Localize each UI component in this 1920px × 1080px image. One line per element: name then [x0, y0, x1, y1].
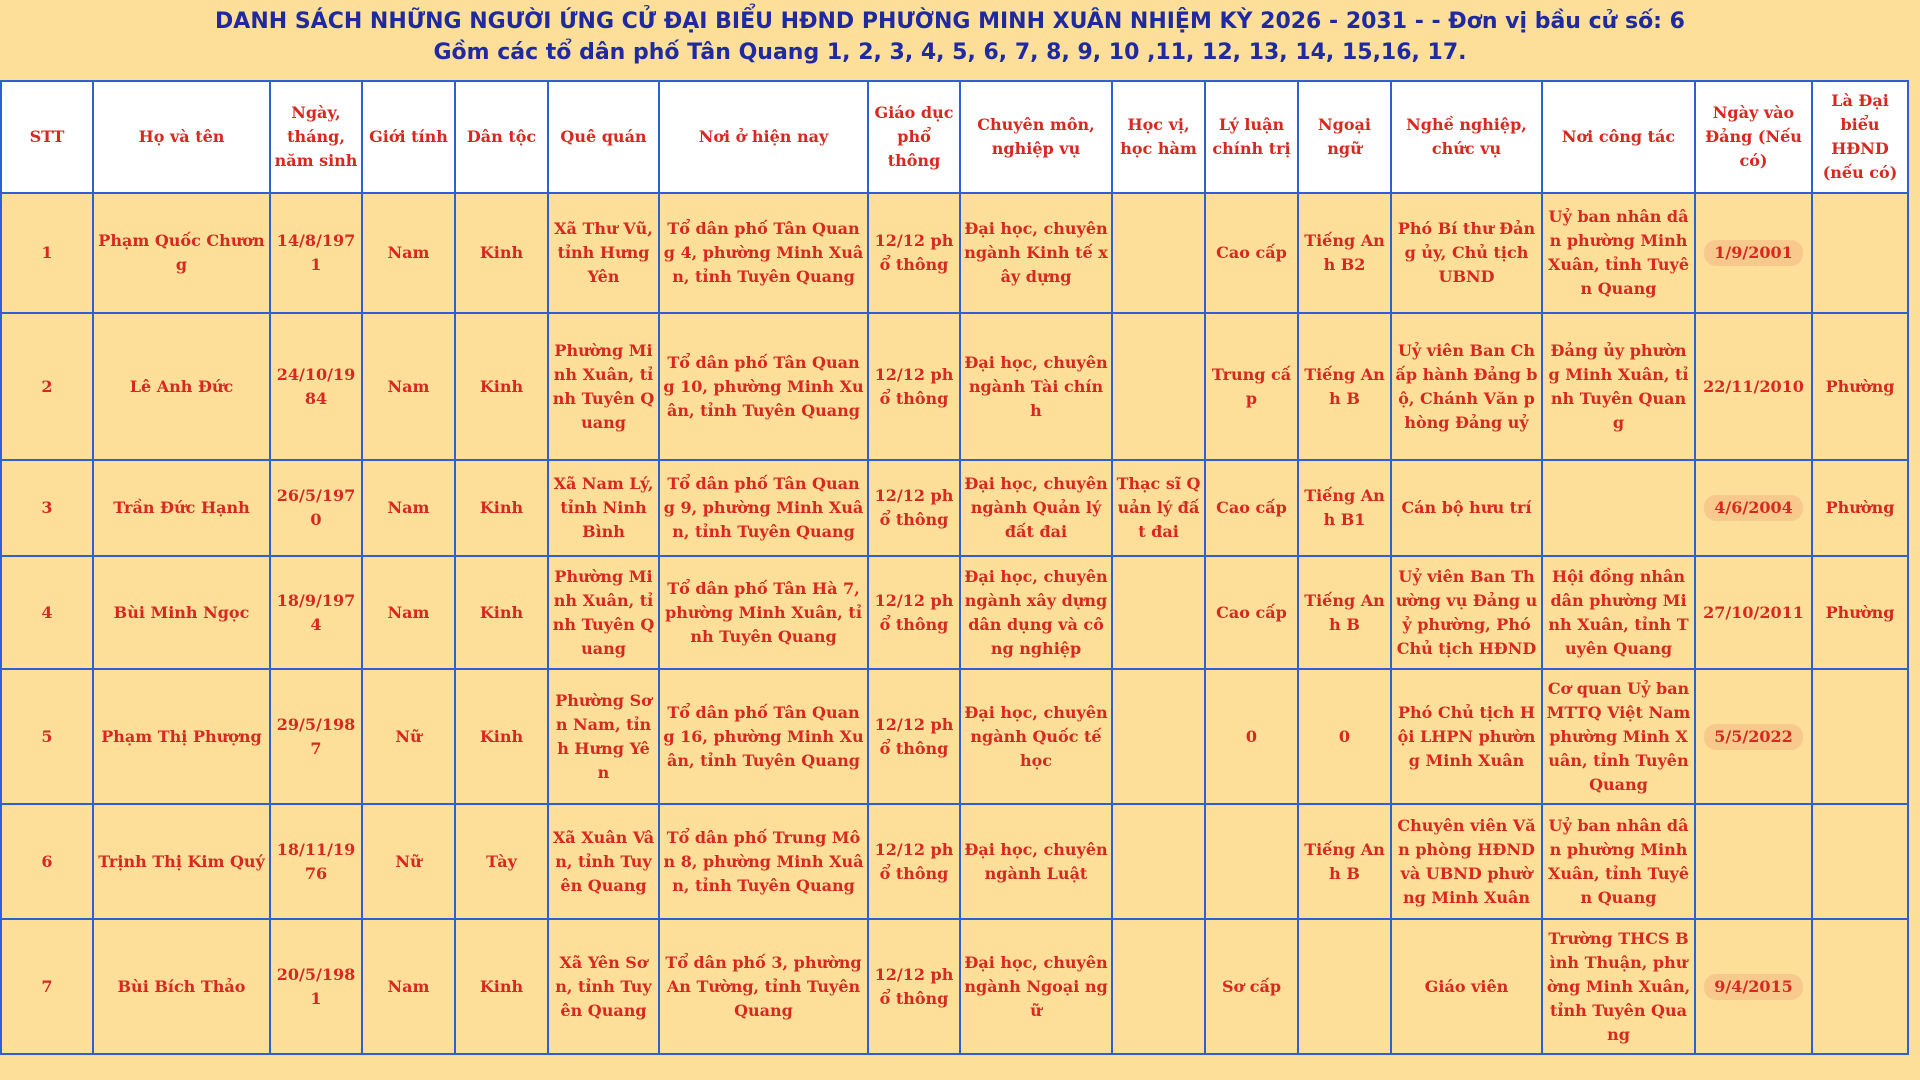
header-ethnic: Dân tộc	[455, 81, 548, 193]
cell-politics	[1205, 804, 1298, 919]
cell-specialty: Đại học, chuyên ngành Quốc tế học	[960, 669, 1112, 804]
cell-residence: Tổ dân phố Tân Hà 7, phường Minh Xuân, tỉnh Tuyên Quang	[659, 556, 868, 669]
cell-degree	[1112, 556, 1205, 669]
cell-dob: 14/8/1971	[270, 193, 362, 313]
cell-education: 12/12 phổ thông	[868, 313, 960, 460]
cell-hometown: Xã Nam Lý, tỉnh Ninh Bình	[548, 460, 659, 556]
cell-specialty: Đại học, chuyên ngành Luật	[960, 804, 1112, 919]
cell-delegate	[1812, 193, 1908, 313]
header-row	[1, 81, 1908, 193]
cell-delegate	[1812, 804, 1908, 919]
header-party-date: Ngày vào Đảng (Nếu có)	[1695, 81, 1812, 193]
cell-delegate	[1812, 919, 1908, 1054]
cell-language: Tiếng Anh B1	[1298, 460, 1391, 556]
candidate-table	[0, 80, 1909, 1055]
cell-stt: 1	[1, 193, 93, 313]
cell-residence: Tổ dân phố Tân Quang 4, phường Minh Xuân, tỉnh Tuyên Quang	[659, 193, 868, 313]
cell-workplace: Trường THCS Bình Thuận, phường Minh Xuân, tỉnh Tuyên Quang	[1542, 919, 1695, 1054]
cell-workplace	[1542, 460, 1695, 556]
cell-hometown: Phường Minh Xuân, tỉnh Tuyên Quang	[548, 313, 659, 460]
cell-degree	[1112, 669, 1205, 804]
cell-dob: 18/11/1976	[270, 804, 362, 919]
cell-workplace: Uỷ ban nhân dân phường Minh Xuân, tỉnh Tuyên Quang	[1542, 804, 1695, 919]
cell-job: Phó Chủ tịch Hội LHPN phường Minh Xuân	[1391, 669, 1542, 804]
table-row	[1, 460, 1908, 556]
cell-gender: Nữ	[362, 804, 455, 919]
header-gender: Giới tính	[362, 81, 455, 193]
cell-politics: 0	[1205, 669, 1298, 804]
cell-ethnic: Kinh	[455, 669, 548, 804]
cell-gender: Nam	[362, 313, 455, 460]
cell-politics: Sơ cấp	[1205, 919, 1298, 1054]
cell-language: Tiếng Anh B	[1298, 313, 1391, 460]
cell-dob: 20/5/1981	[270, 919, 362, 1054]
cell-politics: Cao cấp	[1205, 556, 1298, 669]
cell-workplace: Uỷ ban nhân dân phường Minh Xuân, tỉnh Tuyên Quang	[1542, 193, 1695, 313]
cell-education: 12/12 phổ thông	[868, 460, 960, 556]
cell-language: Tiếng Anh B2	[1298, 193, 1391, 313]
cell-hometown: Xã Xuân Vân, tỉnh Tuyên Quang	[548, 804, 659, 919]
cell-job: Phó Bí thư Đảng ủy, Chủ tịch UBND	[1391, 193, 1542, 313]
party-date-badge: 9/4/2015	[1704, 974, 1802, 1000]
header-specialty: Chuyên môn, nghiệp vụ	[960, 81, 1112, 193]
cell-education: 12/12 phổ thông	[868, 556, 960, 669]
cell-gender: Nam	[362, 193, 455, 313]
cell-party-date: 27/10/2011	[1695, 556, 1812, 669]
header-workplace: Nơi công tác	[1542, 81, 1695, 193]
cell-ethnic: Kinh	[455, 460, 548, 556]
cell-party-date	[1695, 919, 1812, 1054]
cell-residence: Tổ dân phố Trung Môn 8, phường Minh Xuân, tỉnh Tuyên Quang	[659, 804, 868, 919]
header-residence: Nơi ở hiện nay	[659, 81, 868, 193]
cell-workplace: Đảng ủy phường Minh Xuân, tỉnh Tuyên Quang	[1542, 313, 1695, 460]
cell-party-date	[1695, 669, 1812, 804]
table-row	[1, 919, 1908, 1054]
cell-residence: Tổ dân phố Tân Quang 16, phường Minh Xuân, tỉnh Tuyên Quang	[659, 669, 868, 804]
cell-name: Phạm Thị Phượng	[93, 669, 270, 804]
cell-delegate: Phường	[1812, 556, 1908, 669]
cell-name: Trịnh Thị Kim Quý	[93, 804, 270, 919]
cell-specialty: Đại học, chuyên ngành xây dựng dân dụng và công nghiệp	[960, 556, 1112, 669]
cell-stt: 5	[1, 669, 93, 804]
cell-stt: 2	[1, 313, 93, 460]
cell-name: Bùi Bích Thảo	[93, 919, 270, 1054]
cell-stt: 4	[1, 556, 93, 669]
cell-politics: Trung cấp	[1205, 313, 1298, 460]
header-dob: Ngày, tháng, năm sinh	[270, 81, 362, 193]
cell-language: 0	[1298, 669, 1391, 804]
cell-education: 12/12 phổ thông	[868, 669, 960, 804]
cell-job: Giáo viên	[1391, 919, 1542, 1054]
cell-dob: 24/10/1984	[270, 313, 362, 460]
cell-gender: Nam	[362, 556, 455, 669]
party-date-badge: 5/5/2022	[1704, 724, 1802, 750]
cell-hometown: Xã Yên Sơn, tỉnh Tuyên Quang	[548, 919, 659, 1054]
table-row	[1, 804, 1908, 919]
header-hometown: Quê quán	[548, 81, 659, 193]
header-degree: Học vị, học hàm	[1112, 81, 1205, 193]
header-stt: STT	[1, 81, 93, 193]
cell-residence: Tổ dân phố Tân Quang 10, phường Minh Xuân, tỉnh Tuyên Quang	[659, 313, 868, 460]
cell-name: Phạm Quốc Chương	[93, 193, 270, 313]
cell-degree	[1112, 193, 1205, 313]
cell-delegate	[1812, 669, 1908, 804]
cell-degree	[1112, 313, 1205, 460]
header-delegate: Là Đại biểu HĐND (nếu có)	[1812, 81, 1908, 193]
table-row	[1, 556, 1908, 669]
cell-job: Cán bộ hưu trí	[1391, 460, 1542, 556]
cell-residence: Tổ dân phố Tân Quang 9, phường Minh Xuân, tỉnh Tuyên Quang	[659, 460, 868, 556]
cell-stt: 3	[1, 460, 93, 556]
cell-gender: Nam	[362, 919, 455, 1054]
cell-name: Bùi Minh Ngọc	[93, 556, 270, 669]
cell-dob: 26/5/1970	[270, 460, 362, 556]
cell-language: Tiếng Anh B	[1298, 804, 1391, 919]
cell-gender: Nữ	[362, 669, 455, 804]
cell-hometown: Xã Thư Vũ, tỉnh Hưng Yên	[548, 193, 659, 313]
cell-gender: Nam	[362, 460, 455, 556]
table-row	[1, 313, 1908, 460]
cell-ethnic: Kinh	[455, 556, 548, 669]
cell-name: Lê Anh Đức	[93, 313, 270, 460]
table-row	[1, 193, 1908, 313]
cell-party-date: 22/11/2010	[1695, 313, 1812, 460]
cell-dob: 29/5/1987	[270, 669, 362, 804]
cell-workplace: Cơ quan Uỷ ban MTTQ Việt Nam phường Minh Xuân, tỉnh Tuyên Quang	[1542, 669, 1695, 804]
cell-degree	[1112, 919, 1205, 1054]
cell-language: Tiếng Anh B	[1298, 556, 1391, 669]
page-title	[0, 6, 1900, 68]
party-date-badge: 4/6/2004	[1704, 495, 1802, 521]
cell-delegate: Phường	[1812, 313, 1908, 460]
cell-dob: 18/9/1974	[270, 556, 362, 669]
cell-specialty: Đại học, chuyên ngành Kinh tế xây dựng	[960, 193, 1112, 313]
cell-delegate: Phường	[1812, 460, 1908, 556]
party-date-badge: 1/9/2001	[1704, 240, 1802, 266]
cell-party-date	[1695, 804, 1812, 919]
cell-job: Chuyên viên Văn phòng HĐND và UBND phường Minh Xuân	[1391, 804, 1542, 919]
cell-party-date	[1695, 193, 1812, 313]
cell-stt: 6	[1, 804, 93, 919]
cell-education: 12/12 phổ thông	[868, 919, 960, 1054]
cell-party-date	[1695, 460, 1812, 556]
cell-specialty: Đại học, chuyên ngành Tài chính	[960, 313, 1112, 460]
cell-name: Trần Đức Hạnh	[93, 460, 270, 556]
cell-specialty: Đại học, chuyên ngành Ngoại ngữ	[960, 919, 1112, 1054]
cell-ethnic: Kinh	[455, 919, 548, 1054]
header-name: Họ và tên	[93, 81, 270, 193]
cell-politics: Cao cấp	[1205, 193, 1298, 313]
cell-ethnic: Kinh	[455, 193, 548, 313]
cell-hometown: Phường Minh Xuân, tỉnh Tuyên Quang	[548, 556, 659, 669]
title-line-1: DANH SÁCH NHỮNG NGƯỜI ỨNG CỬ ĐẠI BIỂU HĐND PHƯỜNG MINH XUÂN NHIỆM KỲ 2026 - 2031 - - Đơn vị bầu cử số: 6	[215, 9, 1685, 34]
cell-education: 12/12 phổ thông	[868, 804, 960, 919]
cell-language	[1298, 919, 1391, 1054]
cell-workplace: Hội đồng nhân dân phường Minh Xuân, tỉnh Tuyên Quang	[1542, 556, 1695, 669]
header-education: Giáo dục phổ thông	[868, 81, 960, 193]
cell-ethnic: Kinh	[455, 313, 548, 460]
cell-job: Uỷ viên Ban Chấp hành Đảng bộ, Chánh Văn phòng Đảng uỷ	[1391, 313, 1542, 460]
cell-education: 12/12 phổ thông	[868, 193, 960, 313]
cell-degree	[1112, 804, 1205, 919]
cell-job: Uỷ viên Ban Thường vụ Đảng uỷ phường, Phó Chủ tịch HĐND	[1391, 556, 1542, 669]
cell-residence: Tổ dân phố 3, phường An Tường, tỉnh Tuyên Quang	[659, 919, 868, 1054]
header-language: Ngoại ngữ	[1298, 81, 1391, 193]
cell-politics: Cao cấp	[1205, 460, 1298, 556]
title-line-2: Gồm các tổ dân phố Tân Quang 1, 2, 3, 4, 5, 6, 7, 8, 9, 10 ,11, 12, 13, 14, 15,16, 17.	[433, 40, 1467, 65]
cell-stt: 7	[1, 919, 93, 1054]
header-politics: Lý luận chính trị	[1205, 81, 1298, 193]
cell-ethnic: Tày	[455, 804, 548, 919]
table-row	[1, 669, 1908, 804]
header-job: Nghề nghiệp, chức vụ	[1391, 81, 1542, 193]
cell-degree: Thạc sĩ Quản lý đất đai	[1112, 460, 1205, 556]
cell-hometown: Phường Sơn Nam, tỉnh Hưng Yên	[548, 669, 659, 804]
cell-specialty: Đại học, chuyên ngành Quản lý đất đai	[960, 460, 1112, 556]
